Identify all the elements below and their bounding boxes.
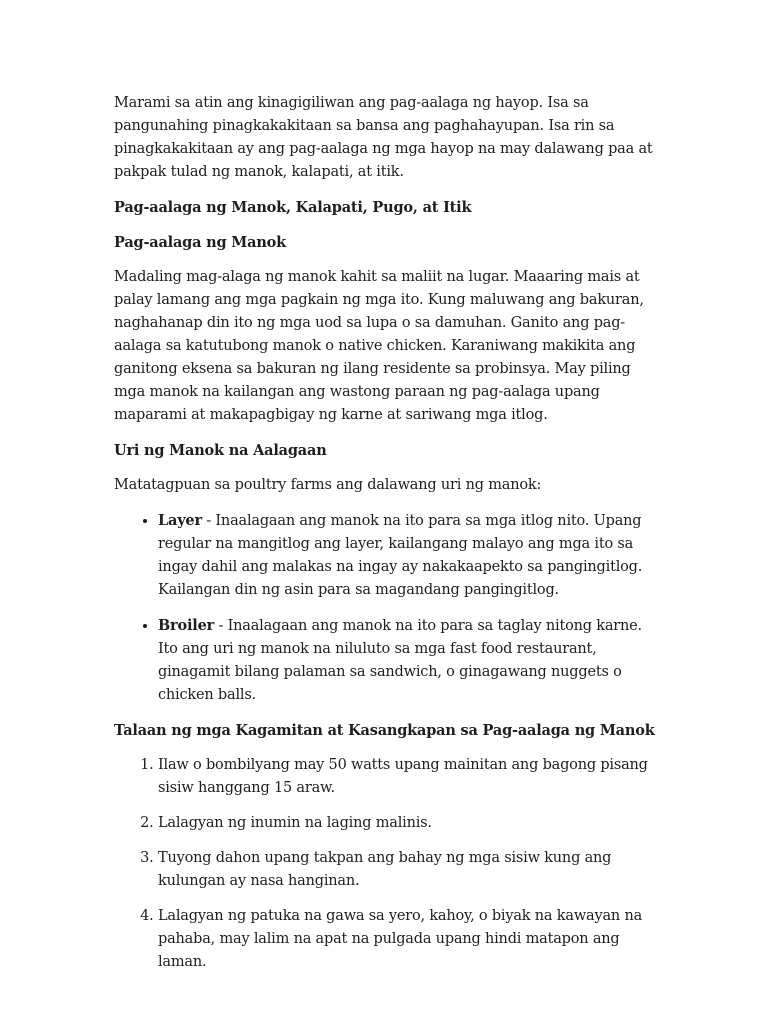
uri-intro-paragraph: Matatagpuan sa poultry farms ang dalawang uri ng manok: bbox=[114, 477, 542, 493]
equipment-list bbox=[114, 754, 662, 974]
list-item: 3. Tuyong dahon upang takpan ang bahay ng mga sisiw kung ang kulungan ay nasa hanginan. bbox=[158, 847, 662, 893]
subsection-heading: Pag-aalaga ng Manok bbox=[114, 234, 286, 251]
term-broiler: Broiler bbox=[158, 617, 215, 634]
chicken-types-list bbox=[114, 509, 662, 707]
list-item: 4. Lalagyan ng patuka na gawa sa yero, kahoy, o biyak na kawayan na pahaba, may lalim na apat na pulgada upang hindi matapon ang laman. bbox=[158, 905, 662, 974]
talaan-heading: Talaan ng mga Kagamitan at Kasangkapan sa Pag-aalaga ng Manok bbox=[114, 722, 655, 739]
list-item: 1. Ilaw o bombilyang may 50 watts upang mainitan ang bagong pisang sisiw hanggang 15 araw. bbox=[158, 754, 662, 800]
list-item-layer bbox=[158, 509, 662, 602]
desc-layer: - Inaalagaan ang manok na ito para sa mga itlog nito. Upang regular na mangitlog ang layer, kailangang malayo ang mga ito sa ingay dahil ang malakas na ingay ay nakakaapekto sa pangingitlog. Kailangan din ng asin para sa magandang pangingitlog. bbox=[158, 513, 643, 598]
document-page bbox=[114, 92, 662, 986]
section-heading: Pag-aalaga ng Manok, Kalapati, Pugo, at Itik bbox=[114, 199, 472, 216]
manok-paragraph: Madaling mag-alaga ng manok kahit sa maliit na lugar. Maaaring mais at palay lamang ang mga pagkain ng mga ito. Kung maluwang ang bakuran, naghahanap din ito ng mga uod sa lupa o sa damuhan. Ganito ang pag-aalaga sa katutubong manok o native chicken. Karaniwang makikita ang ganitong eksena sa bakuran ng ilang residente sa probinsya. May piling mga manok na kailangan ang wastong paraan ng pag-aalaga upang maparami at makapagbigay ng karne at sariwang mga itlog. bbox=[114, 269, 644, 423]
list-item-broiler bbox=[158, 614, 662, 707]
desc-broiler: - Inaalagaan ang manok na ito para sa taglay nitong karne. Ito ang uri ng manok na niluluto sa mga fast food restaurant, ginagamit bilang palaman sa sandwich, o ginagawang nuggets o chicken balls. bbox=[158, 618, 642, 703]
intro-paragraph: Marami sa atin ang kinagigiliwan ang pag-aalaga ng hayop. Isa sa pangunahing pinagkakakitaan sa bansa ang paghahayupan. Isa rin sa pinagkakakitaan ay ang pag-aalaga ng mga hayop na may dalawang paa at pakpak tulad ng manok, kalapati, at itik. bbox=[114, 95, 653, 180]
uri-heading: Uri ng Manok na Aalagaan bbox=[114, 442, 327, 459]
list-item: 2. Lalagyan ng inumin na laging malinis. bbox=[158, 812, 662, 835]
term-layer: Layer bbox=[158, 512, 202, 529]
